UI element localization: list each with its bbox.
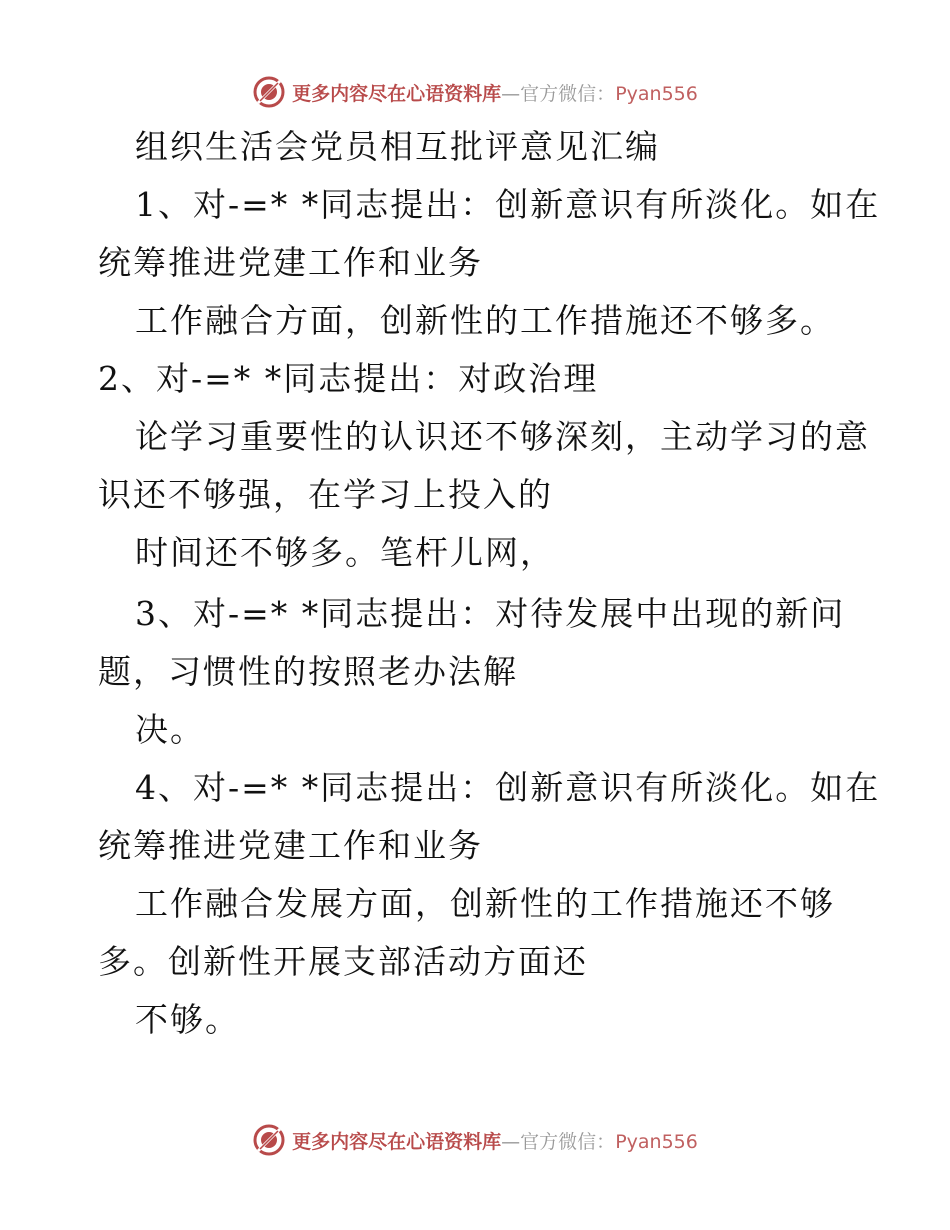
paragraph-line: 决。 bbox=[135, 710, 205, 749]
header-watermark bbox=[0, 72, 950, 112]
watermark-separator: —官方微信： bbox=[501, 82, 616, 105]
paragraph-line: 统筹推进党建工作和业务 bbox=[98, 243, 483, 282]
paragraph-line: 3、对-=* *同志提出：对待发展中出现的新问 bbox=[135, 594, 846, 633]
watermark-text bbox=[292, 79, 698, 106]
paragraph-line: 统筹推进党建工作和业务 bbox=[98, 826, 483, 865]
paragraph-line: 题，习惯性的按照老办法解 bbox=[98, 652, 518, 691]
watermark-prefix: 更多内容尽在心语资料库 bbox=[292, 82, 502, 105]
paragraph-line: 2、对-=* *同志提出：对政治理 bbox=[98, 359, 599, 398]
watermark-wechat-id: Pyan556 bbox=[615, 82, 698, 105]
footer-watermark bbox=[0, 1120, 950, 1160]
pen-logo-icon bbox=[252, 75, 286, 109]
watermark-separator: —官方微信： bbox=[501, 1130, 616, 1153]
paragraph-line: 不够。 bbox=[135, 1000, 240, 1039]
paragraph-line: 时间还不够多。笔杆儿网， bbox=[135, 533, 555, 572]
pen-logo-icon bbox=[252, 1123, 286, 1157]
paragraph-line: 工作融合方面，创新性的工作措施还不够多。 bbox=[135, 301, 835, 340]
paragraph-line: 4、对-=* *同志提出：创新意识有所淡化。如在 bbox=[135, 768, 881, 807]
paragraph-line: 论学习重要性的认识还不够深刻，主动学习的意 bbox=[135, 417, 870, 456]
watermark-text bbox=[292, 1127, 698, 1154]
paragraph-line: 工作融合发展方面，创新性的工作措施还不够 bbox=[135, 884, 835, 923]
paragraph-line: 多。创新性开展支部活动方面还 bbox=[98, 942, 588, 981]
watermark-wechat-id: Pyan556 bbox=[615, 1130, 698, 1153]
paragraph-line: 1、对-=* *同志提出：创新意识有所淡化。如在 bbox=[135, 185, 881, 224]
document-title: 组织生活会党员相互批评意见汇编 bbox=[135, 127, 660, 166]
paragraph-line: 识还不够强，在学习上投入的 bbox=[98, 475, 553, 514]
watermark-prefix: 更多内容尽在心语资料库 bbox=[292, 1130, 502, 1153]
